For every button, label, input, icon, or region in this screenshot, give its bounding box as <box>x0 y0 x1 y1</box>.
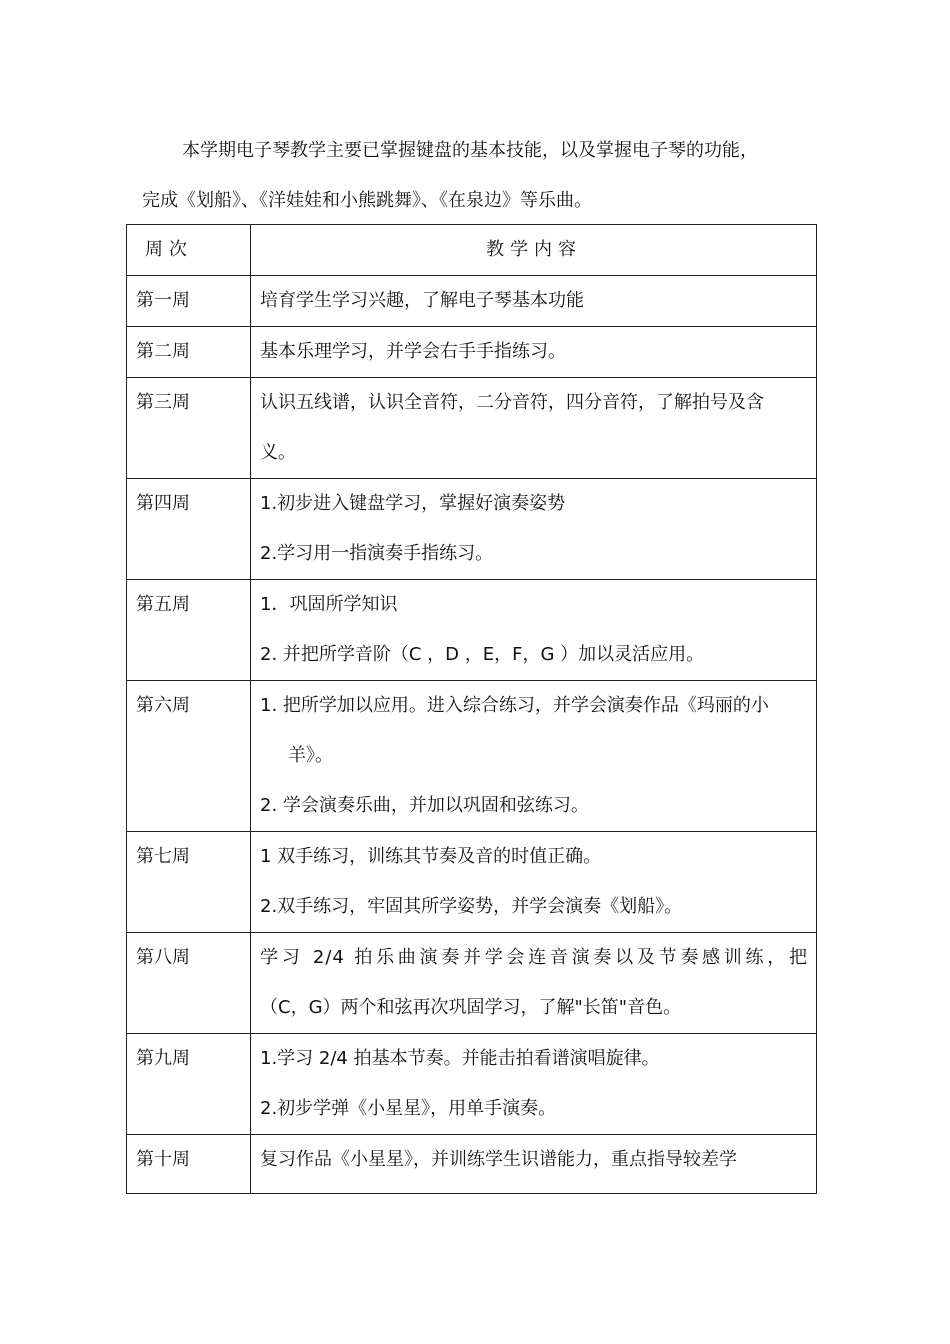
content-cell <box>251 580 817 681</box>
week-cell: 第六周 <box>127 681 251 832</box>
content-line: 复习作品《小星星》，并训练学生识谱能力，重点指导较差学 <box>260 1149 737 1170</box>
table-row <box>127 1135 817 1194</box>
week-cell: 第八周 <box>127 933 251 1034</box>
table-row <box>127 832 817 933</box>
table-row <box>127 1034 817 1135</box>
table-row <box>127 580 817 681</box>
content-line: 义。 <box>260 442 296 463</box>
content-line: 羊》。 <box>288 745 333 766</box>
table-row <box>127 327 817 378</box>
content-line: 2. 并把所学音阶（C ，D ，E，F，G ）加以灵活应用。 <box>260 644 705 665</box>
week-cell: 第十周 <box>127 1135 251 1194</box>
table-row <box>127 681 817 832</box>
content-cell <box>251 681 817 832</box>
table-row <box>127 479 817 580</box>
content-cell <box>251 327 817 378</box>
content-cell <box>251 378 817 479</box>
week-cell: 第九周 <box>127 1034 251 1135</box>
table-header-row <box>127 225 817 276</box>
header-content: 教学内容 <box>251 225 817 276</box>
content-cell <box>251 933 817 1034</box>
content-cell <box>251 479 817 580</box>
content-cell <box>251 276 817 327</box>
week-cell: 第二周 <box>127 327 251 378</box>
intro-line-2: 完成《划船》、《洋娃娃和小熊跳舞》、《在泉边》等乐曲。 <box>142 190 592 211</box>
content-line: 基本乐理学习，并学会右手手指练习。 <box>260 341 566 362</box>
table-row <box>127 378 817 479</box>
content-line: 2.学习用一指演奏手指练习。 <box>260 543 494 564</box>
content-line: 1.初步进入键盘学习，掌握好演奏姿势 <box>260 493 566 514</box>
content-line: 1．巩固所学知识 <box>260 594 398 615</box>
header-week: 周次 <box>127 225 251 276</box>
content-cell <box>251 832 817 933</box>
intro-line-1: 本学期电子琴教学主要已掌握键盘的基本技能，以及掌握电子琴的功能， <box>182 140 758 161</box>
content-line: 1.学习 2/4 拍基本节奏。并能击拍看谱演唱旋律。 <box>260 1048 660 1069</box>
content-line: 2.初步学弹《小星星》，用单手演奏。 <box>260 1098 557 1119</box>
week-cell: 第五周 <box>127 580 251 681</box>
content-cell <box>251 1135 817 1194</box>
content-line: （C，G）两个和弦再次巩固学习，了解"长笛"音色。 <box>260 997 682 1018</box>
week-cell: 第七周 <box>127 832 251 933</box>
table-row <box>127 276 817 327</box>
content-line: 1 双手练习，训练其节奏及音的时值正确。 <box>260 846 602 867</box>
week-cell: 第四周 <box>127 479 251 580</box>
week-cell: 第一周 <box>127 276 251 327</box>
content-line: 学习 2/4 拍乐曲演奏并学会连音演奏以及节奏感训练，把 <box>260 947 808 968</box>
week-cell: 第三周 <box>127 378 251 479</box>
content-line: 培育学生学习兴趣，了解电子琴基本功能 <box>260 290 584 311</box>
table-row <box>127 933 817 1034</box>
content-line: 认识五线谱，认识全音符，二分音符，四分音符，了解拍号及含 <box>260 392 764 413</box>
teaching-schedule-table <box>126 224 817 1194</box>
content-cell <box>251 1034 817 1135</box>
content-line: 2.双手练习，牢固其所学姿势，并学会演奏《划船》。 <box>260 896 683 917</box>
content-line: 2. 学会演奏乐曲，并加以巩固和弦练习。 <box>260 795 589 816</box>
content-line: 1. 把所学加以应用。进入综合练习，并学会演奏作品《玛丽的小 <box>260 695 769 716</box>
